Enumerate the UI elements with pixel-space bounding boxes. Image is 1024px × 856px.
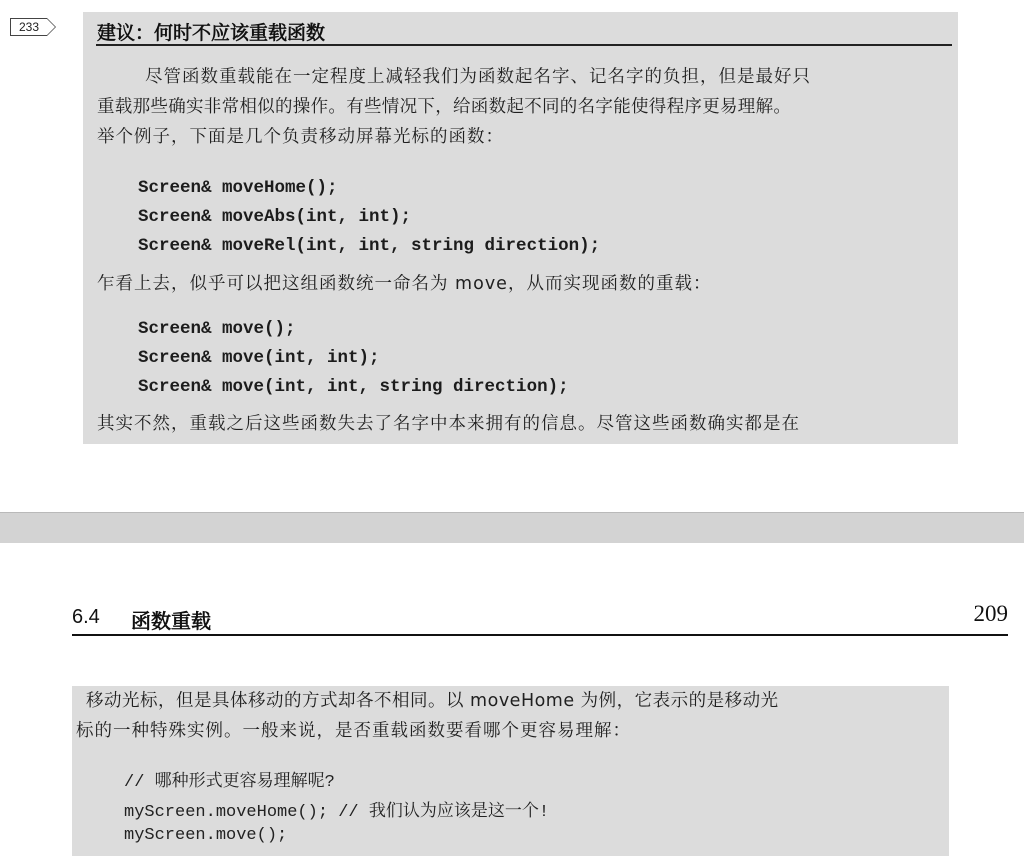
code-line: Screen& move(int, int, string direction);	[138, 377, 569, 397]
title-rule	[96, 44, 952, 46]
code-line: Screen& moveRel(int, int, string direction);	[138, 236, 601, 256]
bottom-page	[0, 543, 1024, 856]
margin-page-reference: 233	[10, 18, 47, 36]
paragraph-line: 重载那些确实非常相似的操作。有些情况下，给函数起不同的名字能使得程序更易理解。	[97, 97, 792, 117]
page-separator	[0, 512, 1024, 544]
code-line: Screen& moveHome();	[138, 178, 338, 198]
paragraph-line: 其实不然，重载之后这些函数失去了名字中本来拥有的信息。尽管这些函数确实都是在	[97, 414, 800, 434]
code-line: myScreen.moveHome(); // 我们认为应该是这一个!	[124, 803, 550, 822]
paragraph-line: 乍看上去，似乎可以把这组函数统一命名为 move，从而实现函数的重载：	[97, 274, 712, 294]
code-comment-line: // 哪种形式更容易理解呢?	[124, 773, 335, 792]
page-number: 209	[973, 601, 1008, 626]
section-title: 函数重载	[131, 609, 211, 633]
paragraph-line: 标的一种特殊实例。一般来说，是否重载函数要看哪个更容易理解：	[76, 721, 631, 741]
code-line: Screen& moveAbs(int, int);	[138, 207, 412, 227]
paragraph-line: 举个例子，下面是几个负责移动屏幕光标的函数：	[97, 127, 504, 147]
section-number: 6.4	[72, 606, 100, 628]
paragraph-line: 移动光标，但是具体移动的方式却各不相同。以 moveHome 为例，它表示的是移动光	[86, 691, 779, 711]
code-line: myScreen.move();	[124, 826, 288, 845]
code-line: Screen& move();	[138, 319, 296, 339]
code-line: Screen& move(int, int);	[138, 348, 380, 368]
paragraph-line: 尽管函数重载能在一定程度上减轻我们为函数起名字、记名字的负担，但是最好只	[145, 67, 811, 87]
text-block	[72, 686, 949, 856]
advice-box	[83, 12, 958, 444]
advice-box-title: 建议：何时不应该重载函数	[97, 22, 326, 44]
header-rule	[72, 634, 1008, 636]
